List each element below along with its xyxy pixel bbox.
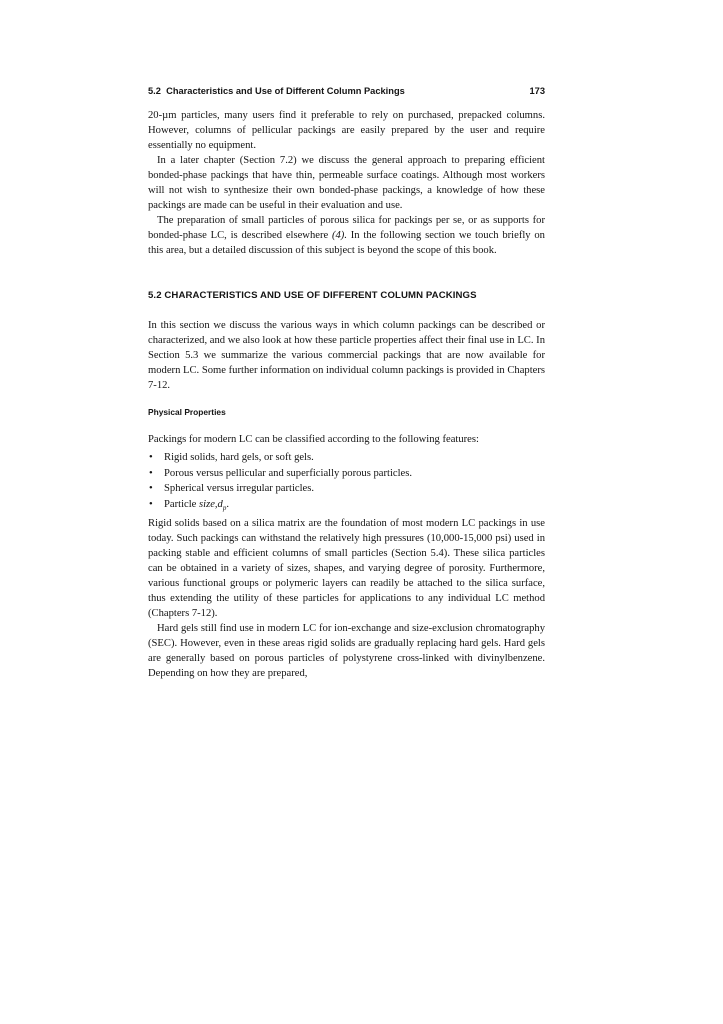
bullet-icon: • xyxy=(149,467,153,479)
intro-paragraph-3-text-a: The preparation of small particles of porous silica for packings per se, or as supports for bonded-phase LC, is described elsewhere xyxy=(148,215,545,241)
intro-paragraph-3-text-b: In the following section we touch briefly on this area, but a detailed discussion of this subject is beyond the scope of this book. xyxy=(148,230,545,256)
list-item-period: . xyxy=(226,498,230,510)
list-item-text: Rigid solids, hard gels, or soft gels. xyxy=(164,452,314,463)
intro-paragraph-2: In a later chapter (Section 7.2) we discuss the general approach to preparing efficient bonded-phase packings that have thin, permeable surface coatings. Although most workers will not wish to synthesize their own bonded-phase packings, a knowledge of how these packings are made can be useful in their evaluation and use. xyxy=(148,155,545,211)
reference-citation: (4). xyxy=(331,230,347,241)
running-head-section-number: 5.2 xyxy=(148,86,161,96)
running-head xyxy=(148,86,545,102)
list-item xyxy=(148,481,545,497)
page-number: 173 xyxy=(529,86,545,96)
list-item xyxy=(148,466,545,482)
particle-size-label: size,d xyxy=(199,498,223,510)
subsection-paragraph-1: Rigid solids based on a silica matrix are the foundation of most modern LC packings in use today. Such packings can withstand the relatively high pressures (10,000-15,000 psi) used in packing stable and efficient columns of small particles (Section 5.4). These silica particles can be obtained in a variety of sizes, shapes, and varying degree of porosity. Furthermore, various functional groups or polymeric layers can readily be attached to the silica surface, thus extending the utility of these particles for applications to any individual LC method (Chapters 7-12). xyxy=(148,518,545,619)
bullet-icon: • xyxy=(149,498,153,510)
list-item-text: Spherical versus irregular particles. xyxy=(164,483,315,494)
feature-list xyxy=(148,450,545,512)
intro-paragraph-1: 20-µm particles, many users find it preferable to rely on purchased, prepacked columns. However, columns of pellicular packings are easily prepared by the user and require essentially no equipment. xyxy=(148,110,545,151)
list-item-text: Porous versus pellicular and superficially porous particles. xyxy=(164,467,413,479)
page-body xyxy=(148,108,545,681)
section-heading: 5.2 CHARACTERISTICS AND USE OF DIFFERENT COLUMN PACKINGS xyxy=(148,290,477,301)
list-item xyxy=(148,450,545,466)
running-head-title xyxy=(148,86,405,96)
running-head-section-title: Characteristics and Use of Different Column Packings xyxy=(166,86,405,96)
particle-size-subscript: p xyxy=(222,503,227,512)
subsection-lead: Packings for modern LC can be classified according to the following features: xyxy=(148,434,479,445)
list-item xyxy=(148,497,545,513)
subsection-paragraph-2: Hard gels still find use in modern LC for ion-exchange and size-exclusion chromatography (SEC). However, even in these areas rigid solids are gradually replacing hard gels. Hard gels are generally based on porous particles of polystyrene cross-linked with divinylbenzene. Depending on how they are prepared, xyxy=(148,623,545,679)
bullet-icon: • xyxy=(149,452,153,463)
particle-size-symbol xyxy=(199,499,226,510)
section-paragraph-1: In this section we discuss the various ways in which column packings can be described or characterized, and we also look at how these particle properties affect their final use in LC. In Section 5.3 we summarize the various commercial packings that are now available for modern LC. Some further information on individual column packings is provided in Chapters 7-12. xyxy=(148,320,545,391)
intro-paragraph-3 xyxy=(148,213,545,258)
subsection-heading: Physical Properties xyxy=(148,407,226,417)
bullet-icon: • xyxy=(149,483,153,494)
list-item-text: Particle xyxy=(164,498,200,510)
